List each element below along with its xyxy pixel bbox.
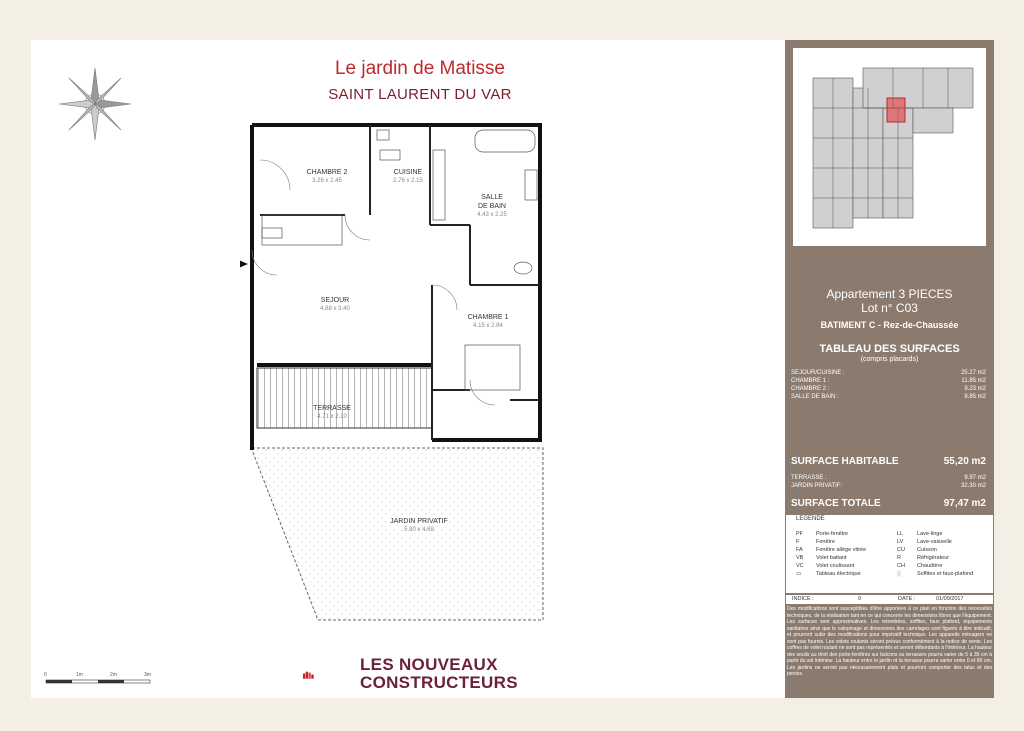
room-jardin-privatif <box>374 517 464 535</box>
room-chambre-1 <box>458 313 518 331</box>
surface-value: 32.30 m2 <box>960 483 986 489</box>
compass-rose-icon <box>55 64 135 144</box>
room-terrasse <box>302 404 362 422</box>
legend-label: Fenêtre allège vitrée <box>816 547 867 553</box>
room-dims: 4.71 x 2.10 <box>317 414 347 420</box>
room-name: CUISINE <box>393 169 423 176</box>
surface-row <box>791 393 986 401</box>
surface-habitable <box>791 456 986 467</box>
legend-left-column <box>796 530 866 578</box>
surface-value: 9.97 m2 <box>964 475 986 481</box>
habitable-value: 55,20 m2 <box>943 456 986 467</box>
legend-label: Volet battant <box>816 555 847 561</box>
surface-value: 9.23 m2 <box>964 386 986 392</box>
location-mini-map <box>793 48 986 246</box>
scale-tick-label: 0 <box>44 672 47 678</box>
surface-label: SEJOUR/CUISINE : <box>791 370 845 376</box>
surface-row <box>791 369 986 377</box>
apartment-type <box>785 287 994 315</box>
legend-code: CH <box>897 563 905 569</box>
room-sejour <box>305 296 365 314</box>
brand-logo-icon <box>302 655 358 695</box>
room-name: JARDIN PRIVATIF <box>390 518 448 525</box>
indice-value: 0 <box>858 596 862 602</box>
scale-bar <box>44 672 154 692</box>
total-value: 97,47 m2 <box>943 498 986 509</box>
electric-panel-icon: ▭ <box>796 571 802 577</box>
apartment-label: Appartement 3 PIECES <box>826 287 953 301</box>
legend-code: CU <box>897 547 905 553</box>
disclaimer-text: Des modifications sont susceptibles d'être apportées à ce plan en fonction des nécessités techniques, de la réalisation tant en ce qui concerne les dimensions libres que l'équipement. Les surfaces sont approximatives. Les retombées, soffites, faux plafond, équipements sanitaires ainsi que le calepinage et dimensions des carrelages sont figurés à titre indicatif, et pourront subir des modifications pour impératif technique. Les appareils ménagers ne sont pas fournis. Les volets roulants seront prévus conformément à la notice de vente. Les coffres de volet roulant ne sont pas représentés et seront débordants à l'intérieur. La hauteur des seuils au droit des porte-fenêtres sur balcons ou terrasses pourra varier de 5 à 35 cm à partir du sol intérieur. La hauteur entre le jardin et la terrasse pourra varier entre 0 et 80 cm. Les jardins ne seront pas nécessairement plats et pourront comporter des talus et des pentes. <box>787 606 992 677</box>
surface-totale <box>791 498 986 509</box>
date-label: DATE : <box>898 596 916 602</box>
legend-label: Lave-vaisselle <box>917 539 952 545</box>
surface-label: CHAMBRE 2 : <box>791 386 830 392</box>
room-dims: 3.26 x 2.45 <box>312 178 342 184</box>
surface-row <box>791 385 986 393</box>
scale-tick-label: 3m <box>144 672 151 678</box>
scale-tick-label: 2m <box>110 672 117 678</box>
soffite-hatch-icon: ▒ <box>897 571 901 577</box>
surface-row <box>791 474 986 482</box>
lot-number: Lot n° C03 <box>861 301 918 315</box>
legend-label: Tableau électrique <box>816 571 861 577</box>
room-dims: 4.15 x 2.84 <box>473 323 503 329</box>
legend-code: VB <box>796 555 804 561</box>
room-dims: 2.76 x 2.15 <box>393 178 423 184</box>
room-name: SEJOUR <box>320 297 350 304</box>
surface-table-title: TABLEAU DES SURFACES <box>819 343 960 355</box>
surface-row <box>791 482 986 490</box>
room-chambre-2 <box>292 168 362 186</box>
legend-label: Volet coulissant <box>816 563 855 569</box>
legend-label: Chaudière <box>917 563 943 569</box>
legend-code: PF <box>796 531 804 537</box>
room-cuisine <box>382 168 434 186</box>
legend-code: R <box>897 555 901 561</box>
surface-value: 8.85 m2 <box>964 394 986 400</box>
project-title: Le jardin de Matisse <box>334 58 506 79</box>
legend-code: FA <box>796 547 803 553</box>
date-value: 01/09/2017 <box>936 596 964 602</box>
room-dims: 4.88 x 3.40 <box>320 306 350 312</box>
surface-value: 25.27 m2 <box>960 370 986 376</box>
building-floor: BATIMENT C - Rez-de-Chaussée <box>820 320 959 330</box>
room-dims: 5.90 x 4.68 <box>404 527 434 533</box>
surface-value: 11.85 m2 <box>961 378 986 384</box>
legend-code: LL <box>897 531 904 537</box>
room-name: CHAMBRE 1 <box>467 314 509 321</box>
room-name: CHAMBRE 2 <box>306 169 348 176</box>
surface-label: CHAMBRE 1 : <box>791 378 830 384</box>
legend-label: Soffites et faux-plafond <box>917 571 974 577</box>
surface-label: TERRASSE : <box>791 475 827 481</box>
indice-label: INDICE : <box>792 596 814 602</box>
legend-label: Porte-fenêtre <box>816 531 849 537</box>
revision-bar <box>785 594 994 605</box>
legend-code: F <box>796 539 800 545</box>
room-name: SALLE DE BAIN <box>477 194 506 210</box>
brand-line-1: LES NOUVEAUX <box>360 655 498 674</box>
brand-logo-text <box>360 656 518 692</box>
project-city: SAINT LAURENT DU VAR <box>328 86 512 103</box>
legend-label: Fenêtre <box>816 539 835 545</box>
legend-label: Réfrigérateur <box>917 555 950 561</box>
surface-table-subtitle: (compris placards) <box>860 356 919 363</box>
legend-code: VC <box>796 563 804 569</box>
room-dims: 4.43 x 2.25 <box>477 212 507 218</box>
legend-label: Cuisson <box>917 547 937 553</box>
surface-row <box>791 377 986 385</box>
habitable-label: SURFACE HABITABLE <box>791 456 899 467</box>
room-name: TERRASSE <box>313 405 351 412</box>
brand-line-2: CONSTRUCTEURS <box>360 673 518 692</box>
scale-tick-label: 1m <box>76 672 83 678</box>
legend-label: Lave-linge <box>917 531 943 537</box>
surface-label: JARDIN PRIVATIF: <box>791 483 843 489</box>
total-label: SURFACE TOTALE <box>791 498 881 509</box>
room-salle-de-bain <box>466 184 518 229</box>
legend-right-column <box>897 530 973 578</box>
legend-title: LEGENDE <box>796 516 825 522</box>
legend-code: LV <box>897 539 904 545</box>
surface-label: SALLE DE BAIN : <box>791 394 839 400</box>
